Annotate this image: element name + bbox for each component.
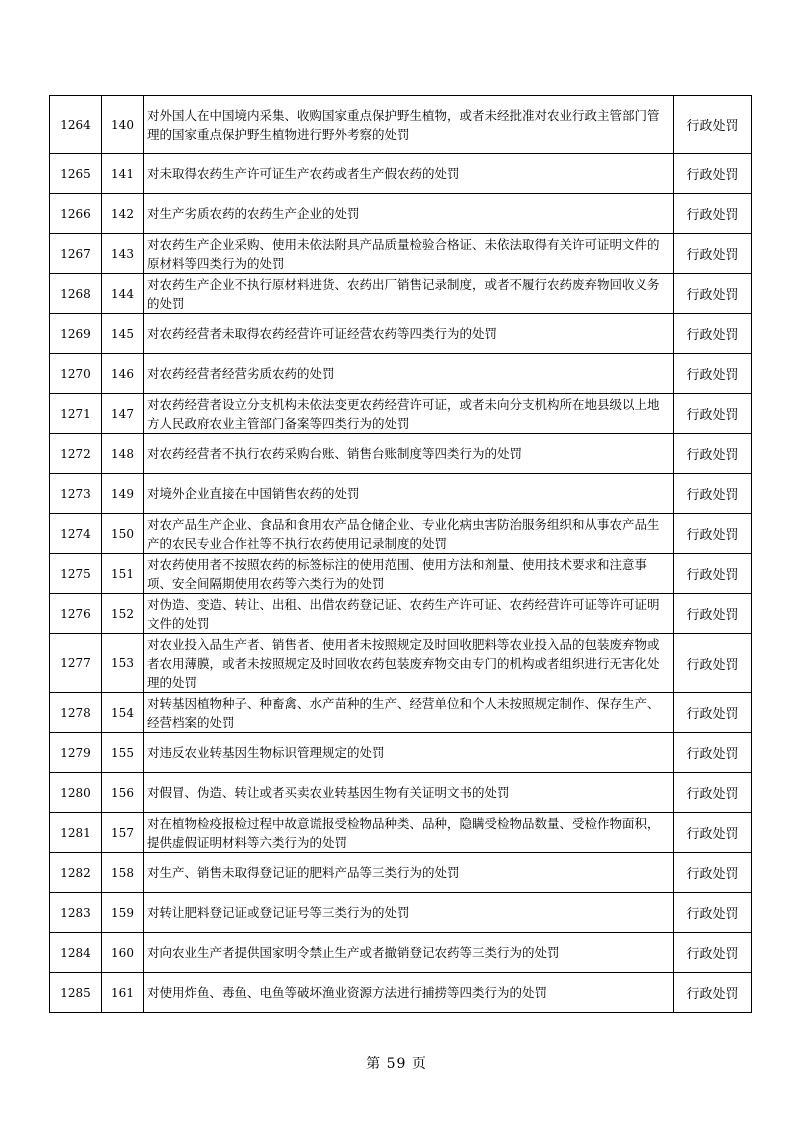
row-item-name: 对境外企业直接在中国销售农药的处罚: [144, 474, 674, 514]
table-row: [50, 514, 752, 554]
row-sub-number: 146: [102, 354, 144, 394]
row-item-name: 对农药经营者未取得农药经营许可证经营农药等四类行为的处罚: [144, 314, 674, 354]
row-sub-number: 161: [102, 973, 144, 1013]
row-item-name: 对假冒、伪造、转让或者买卖农业转基因生物有关证明文书的处罚: [144, 773, 674, 813]
row-seq-number: 1277: [50, 634, 102, 693]
row-item-name: 对向农业生产者提供国家明令禁止生产或者撤销登记农药等三类行为的处罚: [144, 933, 674, 973]
row-sub-number: 144: [102, 274, 144, 314]
table-row: [50, 773, 752, 813]
row-seq-number: 1271: [50, 394, 102, 434]
row-seq-number: 1284: [50, 933, 102, 973]
row-seq-number: 1273: [50, 474, 102, 514]
row-item-type: 行政处罚: [674, 274, 752, 314]
row-item-name: 对转基因植物种子、种畜禽、水产苗种的生产、经营单位和个人未按照规定制作、保存生产、经营档案的处罚: [144, 693, 674, 733]
row-seq-number: 1276: [50, 594, 102, 634]
row-item-type: 行政处罚: [674, 634, 752, 693]
table-row: [50, 893, 752, 933]
row-item-name: 对未取得农药生产许可证生产农药或者生产假农药的处罚: [144, 154, 674, 194]
table-row: [50, 194, 752, 234]
row-item-name: 对生产、销售未取得登记证的肥料产品等三类行为的处罚: [144, 853, 674, 893]
row-item-name: 对农药经营者不执行农药采购台账、销售台账制度等四类行为的处罚: [144, 434, 674, 474]
table-row: [50, 554, 752, 594]
row-sub-number: 152: [102, 594, 144, 634]
row-seq-number: 1275: [50, 554, 102, 594]
row-seq-number: 1281: [50, 813, 102, 853]
row-item-type: 行政处罚: [674, 514, 752, 554]
row-seq-number: 1265: [50, 154, 102, 194]
table-row: [50, 354, 752, 394]
penalty-table-body: [50, 96, 752, 1013]
row-item-name: 对生产劣质农药的农药生产企业的处罚: [144, 194, 674, 234]
row-item-name: 对转让肥料登记证或登记证号等三类行为的处罚: [144, 893, 674, 933]
table-row: [50, 693, 752, 733]
row-item-name: 对农药使用者不按照农药的标签标注的使用范围、使用方法和剂量、使用技术要求和注意事项、安全间隔期使用农药等六类行为的处罚: [144, 554, 674, 594]
row-item-type: 行政处罚: [674, 354, 752, 394]
row-item-type: 行政处罚: [674, 594, 752, 634]
table-row: [50, 933, 752, 973]
row-seq-number: 1269: [50, 314, 102, 354]
row-item-type: 行政处罚: [674, 154, 752, 194]
row-item-name: 对使用炸鱼、毒鱼、电鱼等破坏渔业资源方法进行捕捞等四类行为的处罚: [144, 973, 674, 1013]
row-sub-number: 158: [102, 853, 144, 893]
row-item-name: 对在植物检疫报检过程中故意谎报受检物品种类、品种，隐瞒受检物品数量、受检作物面积，提供虚假证明材料等六类行为的处罚: [144, 813, 674, 853]
row-item-name: 对伪造、变造、转让、出租、出借农药登记证、农药生产许可证、农药经营许可证等许可证明文件的处罚: [144, 594, 674, 634]
table-row: [50, 474, 752, 514]
table-row: [50, 314, 752, 354]
row-item-name: 对农产品生产企业、食品和食用农产品仓储企业、专业化病虫害防治服务组织和从事农产品生产的农民专业合作社等不执行农药使用记录制度的处罚: [144, 514, 674, 554]
row-seq-number: 1274: [50, 514, 102, 554]
row-item-type: 行政处罚: [674, 314, 752, 354]
row-sub-number: 151: [102, 554, 144, 594]
row-item-name: 对违反农业转基因生物标识管理规定的处罚: [144, 733, 674, 773]
row-seq-number: 1279: [50, 733, 102, 773]
table-row: [50, 274, 752, 314]
row-seq-number: 1285: [50, 973, 102, 1013]
table-row: [50, 96, 752, 154]
table-row: [50, 234, 752, 274]
row-sub-number: 148: [102, 434, 144, 474]
row-item-type: 行政处罚: [674, 554, 752, 594]
table-row: [50, 973, 752, 1013]
row-sub-number: 157: [102, 813, 144, 853]
row-sub-number: 160: [102, 933, 144, 973]
row-item-name: 对农药生产企业采购、使用未依法附具产品质量检验合格证、未依法取得有关许可证明文件的原材料等四类行为的处罚: [144, 234, 674, 274]
row-sub-number: 153: [102, 634, 144, 693]
row-item-name: 对农业投入品生产者、销售者、使用者未按照规定及时回收肥料等农业投入品的包装废弃物或者农用薄膜，或者未按照规定及时回收农药包装废弃物交由专门的机构或者组织进行无害化处理的处罚: [144, 634, 674, 693]
row-item-type: 行政处罚: [674, 813, 752, 853]
row-seq-number: 1268: [50, 274, 102, 314]
row-sub-number: 156: [102, 773, 144, 813]
row-sub-number: 143: [102, 234, 144, 274]
row-seq-number: 1264: [50, 96, 102, 154]
row-item-type: 行政处罚: [674, 973, 752, 1013]
row-item-type: 行政处罚: [674, 96, 752, 154]
row-item-type: 行政处罚: [674, 933, 752, 973]
row-item-type: 行政处罚: [674, 434, 752, 474]
row-item-type: 行政处罚: [674, 474, 752, 514]
row-sub-number: 159: [102, 893, 144, 933]
row-sub-number: 147: [102, 394, 144, 434]
row-item-type: 行政处罚: [674, 234, 752, 274]
row-seq-number: 1280: [50, 773, 102, 813]
row-seq-number: 1266: [50, 194, 102, 234]
row-item-type: 行政处罚: [674, 394, 752, 434]
row-sub-number: 141: [102, 154, 144, 194]
row-sub-number: 145: [102, 314, 144, 354]
row-seq-number: 1278: [50, 693, 102, 733]
row-sub-number: 140: [102, 96, 144, 154]
row-item-type: 行政处罚: [674, 893, 752, 933]
row-item-name: 对外国人在中国境内采集、收购国家重点保护野生植物，或者未经批准对农业行政主管部门管理的国家重点保护野生植物进行野外考察的处罚: [144, 96, 674, 154]
table-row: [50, 154, 752, 194]
row-seq-number: 1267: [50, 234, 102, 274]
table-row: [50, 434, 752, 474]
table-row: [50, 813, 752, 853]
row-seq-number: 1282: [50, 853, 102, 893]
row-item-name: 对农药经营者设立分支机构未依法变更农药经营许可证，或者未向分支机构所在地县级以上地方人民政府农业主管部门备案等四类行为的处罚: [144, 394, 674, 434]
row-sub-number: 154: [102, 693, 144, 733]
row-item-type: 行政处罚: [674, 853, 752, 893]
row-item-name: 对农药生产企业不执行原材料进货、农药出厂销售记录制度，或者不履行农药废弃物回收义务的处罚: [144, 274, 674, 314]
table-row: [50, 733, 752, 773]
row-seq-number: 1283: [50, 893, 102, 933]
row-sub-number: 150: [102, 514, 144, 554]
row-sub-number: 155: [102, 733, 144, 773]
table-row: [50, 594, 752, 634]
penalty-table: [49, 95, 752, 1013]
row-sub-number: 149: [102, 474, 144, 514]
row-seq-number: 1270: [50, 354, 102, 394]
table-row: [50, 853, 752, 893]
row-item-type: 行政处罚: [674, 194, 752, 234]
row-item-type: 行政处罚: [674, 773, 752, 813]
row-item-type: 行政处罚: [674, 733, 752, 773]
row-seq-number: 1272: [50, 434, 102, 474]
table-row: [50, 394, 752, 434]
row-item-type: 行政处罚: [674, 693, 752, 733]
row-item-name: 对农药经营者经营劣质农药的处罚: [144, 354, 674, 394]
table-row: [50, 634, 752, 693]
row-sub-number: 142: [102, 194, 144, 234]
page-number: 第 59 页: [366, 1056, 427, 1072]
